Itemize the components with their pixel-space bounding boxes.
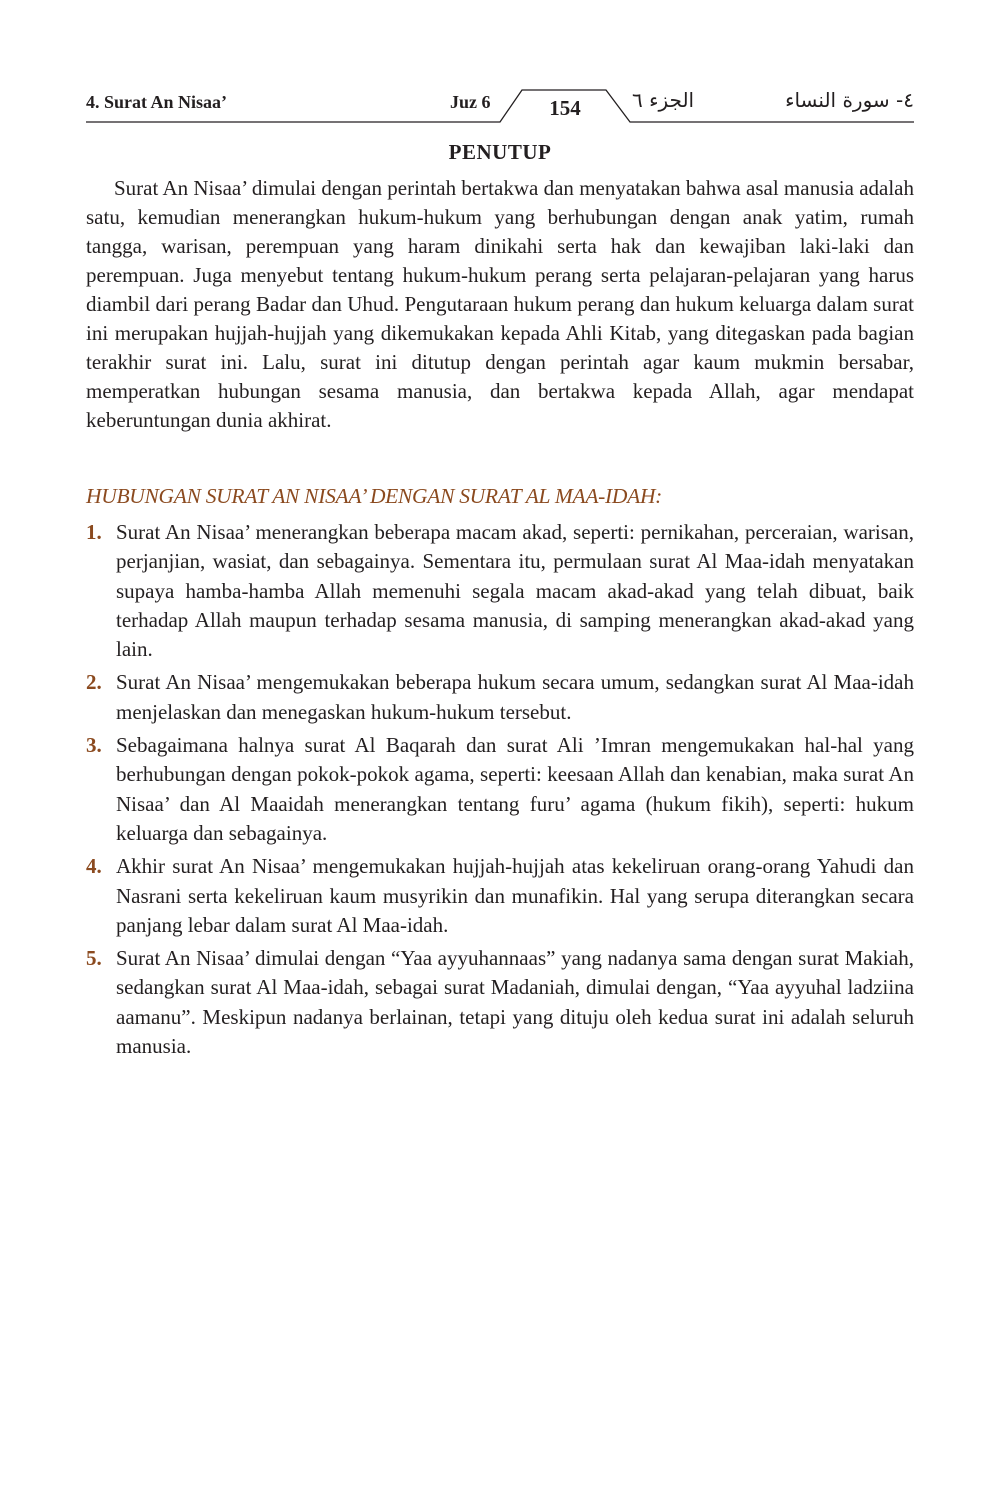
list-item-text: Akhir surat An Nisaa’ mengemukakan hujjah-hujjah atas kekeliruan orang-orang Yahudi dan Nasrani serta kekeliruan kaum musyrikin dan munafikin. Hal yang serupa diterangkan secara panjang lebar dalam surat Al Maa-idah. [116, 854, 914, 937]
relation-list [86, 518, 914, 1065]
list-item-number: 2. [86, 670, 102, 695]
list-item-number: 3. [86, 733, 102, 758]
page-header [86, 84, 914, 128]
list-item [86, 731, 914, 848]
page-number: 154 [549, 96, 581, 120]
closing-paragraph: Surat An Nisaa’ dimulai dengan perintah bertakwa dan menyatakan bahwa asal manusia adalah satu, kemudian menerangkan hukum-hukum yang berhubungan dengan anak yatim, rumah tangga, warisan, perempuan yang haram dinikahi serta hak dan kewajiban laki-laki dan perempuan. Juga menyebut tentang hukum-hukum perang serta pelajaran-pelajaran yang harus diambil dari perang Badar dan Uhud. Pengutaraan hukum perang dan hukum keluarga dalam surat ini merupakan hujjah-hujjah yang dikemukakan kepada Ahli Kitab, yang ditegaskan pada bagian terakhir surat ini. Lalu, surat ini ditutup dengan perintah agar kaum mukmin bersabar, memperatkan hubungan sesama manusia, dan bertakwa kepada Allah, agar mendapat keberuntungan dunia akhirat. [86, 176, 914, 432]
header-juz-arabic: الجزء ٦ [632, 88, 695, 112]
header-surah-title: 4. Surat An Nisaa’ [86, 92, 228, 112]
list-item [86, 852, 914, 940]
subsection-title: HUBUNGAN SURAT AN NISAA’ DENGAN SURAT AL MAA-IDAH: [86, 484, 663, 508]
header-juz: Juz 6 [450, 92, 491, 112]
header-surah-arabic: ٤- سورة النساء [785, 88, 914, 112]
list-item-number: 5. [86, 946, 102, 971]
list-item [86, 944, 914, 1061]
list-item [86, 518, 914, 664]
list-item-number: 4. [86, 854, 102, 879]
list-item [86, 668, 914, 727]
list-item-text: Sebagaimana halnya surat Al Baqarah dan surat Ali ’Imran mengemukakan hal-hal yang berhubungan dengan pokok-pokok agama, seperti: keesaan Allah dan kenabian, maka surat An Nisaa’ dan Al Maaidah menerangkan tentang furu’ agama (hukum fikih), seperti: hukum keluarga dan sebagainya. [116, 733, 914, 845]
list-item-text: Surat An Nisaa’ dimulai dengan “Yaa ayyuhannaas” yang nadanya sama dengan surat Makiah, sedangkan surat Al Maa-idah, sebagai surat Madaniah, dimulai dengan, “Yaa ayyuhal ladziina aamanu”. Meskipun nadanya berlainan, tetapi yang dituju oleh kedua surat ini adalah seluruh manusia. [116, 946, 914, 1059]
list-item-number: 1. [86, 520, 102, 544]
list-item-text: Surat An Nisaa’ mengemukakan beberapa hukum secara umum, sedangkan surat Al Maa-idah menjelaskan dan menegaskan hukum-hukum tersebut. [116, 670, 914, 724]
section-title: PENUTUP [448, 140, 552, 164]
list-item-text: Surat An Nisaa’ menerangkan beberapa macam akad, seperti: pernikahan, perceraian, warisan, perjanjian, wasiat, dan sebagainya. Sementara itu, permulaan surat Al Maa-idah menyatakan supaya hamba-hamba Allah memenuhi segala macam akad-akad yang telah dibuat, baik terhadap Allah maupun terhadap sesama manusia, di samping menerangkan akad-akad yang lain. [116, 520, 914, 662]
